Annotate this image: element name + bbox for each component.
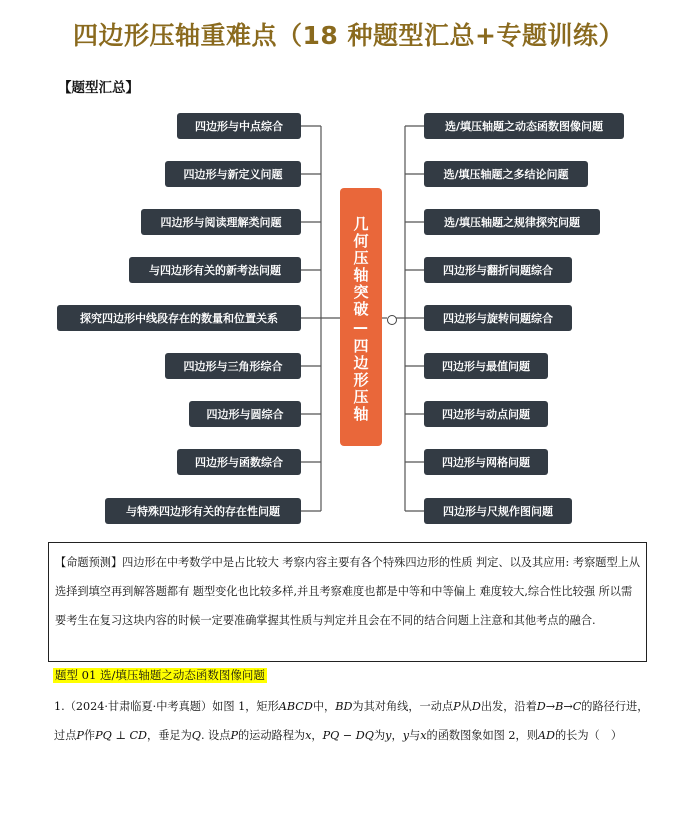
q-text: 如图 1，矩形 <box>212 700 279 713</box>
right-node: 四边形与动点问题 <box>424 401 548 427</box>
q-math: P <box>76 729 84 742</box>
q-text: 的运动路程为 <box>237 729 306 742</box>
connector-dot <box>387 315 397 325</box>
left-node: 探究四边形中线段存在的数量和位置关系 <box>57 305 301 331</box>
question-text <box>54 692 654 750</box>
q-math: Q <box>191 729 201 742</box>
q-text: 与 <box>409 729 421 742</box>
right-node: 四边形与旋转问题综合 <box>424 305 572 331</box>
left-node: 四边形与圆综合 <box>189 401 301 427</box>
section-heading: 【题型汇总】 <box>58 80 139 96</box>
right-node: 四边形与网格问题 <box>424 449 548 475</box>
q-math: BD <box>335 700 353 713</box>
q-text: 的长为（ ） <box>554 729 623 742</box>
q-math: y <box>385 729 392 742</box>
right-node: 四边形与最值问题 <box>424 353 548 379</box>
q-text: 为其对角线，一动点 <box>352 700 454 713</box>
q-text: 从 <box>460 700 472 713</box>
q-math: ABCD <box>278 700 313 713</box>
q-text: ， <box>391 729 403 742</box>
q-math: PQ − DQ <box>322 729 374 742</box>
question-number: 1. <box>54 700 65 713</box>
q-math: y <box>402 729 410 742</box>
right-node: 四边形与翻折问题综合 <box>424 257 572 283</box>
question-type-tag: 题型 01 选/填压轴题之动态函数图像问题 <box>55 668 265 682</box>
q-math: PQ ⊥ CD <box>95 729 147 742</box>
q-text: 出发，沿着 <box>480 700 537 713</box>
left-node: 与特殊四边形有关的存在性问题 <box>105 498 301 524</box>
q-math: AD <box>537 729 555 742</box>
left-node: 四边形与阅读理解类问题 <box>141 209 301 235</box>
q-math: x <box>305 729 312 742</box>
q-text: 中， <box>312 700 336 713</box>
q-text: 作 <box>83 729 96 742</box>
q-text: 的路径行进，过点 <box>54 700 649 742</box>
q-text: . 设点 <box>200 729 231 742</box>
left-node: 四边形与新定义问题 <box>165 161 301 187</box>
right-node: 四边形与尺规作图问题 <box>424 498 572 524</box>
left-node: 四边形与三角形综合 <box>165 353 301 379</box>
q-math: x <box>420 729 427 742</box>
q-text: 为 <box>373 729 386 742</box>
q-text: 的函数图象如图 2，则 <box>426 729 538 742</box>
left-node: 四边形与中点综合 <box>177 113 301 139</box>
q-text: ，垂足为 <box>147 729 192 742</box>
right-node: 选/填压轴题之动态函数图像问题 <box>424 113 624 139</box>
q-math: D→B→C <box>536 700 582 713</box>
q-math: D <box>471 700 481 713</box>
center-topic: 几何压轴突破—四边形压轴 <box>340 188 382 446</box>
q-text: ， <box>311 729 323 742</box>
document-title: 四边形压轴重难点（18 种题型汇总+专题训练） <box>73 21 624 50</box>
left-node: 四边形与函数综合 <box>177 449 301 475</box>
right-node: 选/填压轴题之规律探究问题 <box>424 209 600 235</box>
q-math: P <box>230 729 238 742</box>
right-node: 选/填压轴题之多结论问题 <box>424 161 588 187</box>
question-source: （2024·甘肃临夏·中考真题） <box>64 700 213 713</box>
q-math: P <box>453 700 461 713</box>
left-node: 与四边形有关的新考法问题 <box>129 257 301 283</box>
prediction-box: 【命题预测】四边形在中考数学中是占比较大 考察内容主要有各个特殊四边形的性质 判定、以及其应用: 考察题型上从选择到填空再到解答题都有 题型变化也比较多样,并且考察难度也都是中等和中等偏上 难度较大,综合性比较强 所以需要考生在复习这块内容的时候一定要准确掌握其性质与判定并且会在不同的结合问题上注意和其他考点的融合. <box>48 542 647 662</box>
